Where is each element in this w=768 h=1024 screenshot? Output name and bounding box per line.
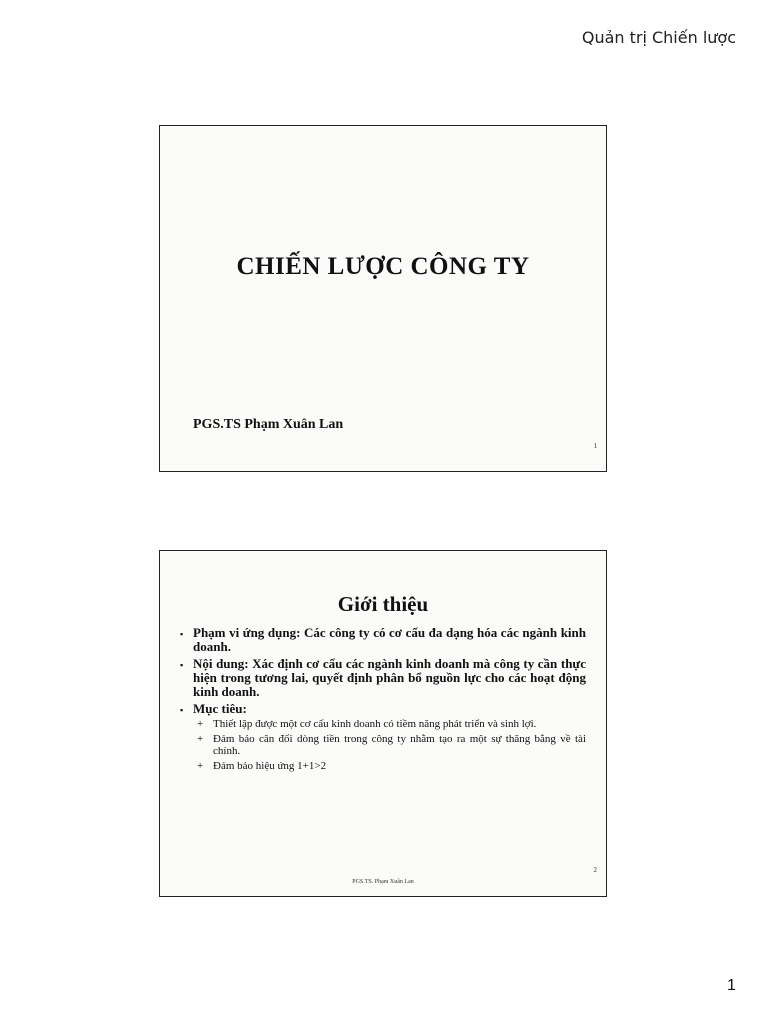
slide-2-number: 2 <box>593 866 597 874</box>
sub-item <box>197 760 586 772</box>
sub-item <box>197 718 586 730</box>
slide-2 <box>159 550 607 897</box>
plus-bullet-icon: + <box>197 718 204 730</box>
sub-item-text: Thiết lập được một cơ cấu kinh doanh có tiềm năng phát triển và sinh lợi. <box>213 718 537 730</box>
plus-bullet-icon: + <box>197 760 204 772</box>
slide-1-title: CHIẾN LƯỢC CÔNG TY <box>236 253 530 280</box>
slide-2-title: Giới thiệu <box>337 592 429 616</box>
square-bullet-icon: ▪ <box>180 629 184 639</box>
slide-1-number: 1 <box>593 442 597 450</box>
bullet-text: Mục tiêu: <box>193 701 247 716</box>
slide-1 <box>159 125 607 472</box>
bullet-item-objectives <box>180 702 586 772</box>
bullet-item-content <box>180 657 586 699</box>
bullet-text: Nội dung: Xác định cơ cấu các ngành kinh doanh mà công ty cần thực hiện trong tương lai, quyết định phân bổ nguồn lực cho các hoạt động kinh doanh. <box>193 656 586 699</box>
bullet-text: Phạm vi ứng dụng: Các công ty có cơ cấu đa dạng hóa các ngành kinh doanh. <box>193 625 586 654</box>
square-bullet-icon: ▪ <box>180 705 184 715</box>
slide-1-author: PGS.TS Phạm Xuân Lan <box>193 417 344 432</box>
plus-bullet-icon: + <box>197 733 204 745</box>
sub-item-text: Đảm bảo cân đối dòng tiền trong công ty nhằm tạo ra một sự thăng bằng về tài chính. <box>213 733 586 757</box>
slide-2-footer: PGS.TS. Phạm Xuân Lan <box>352 879 414 885</box>
square-bullet-icon: ▪ <box>180 660 184 670</box>
document-header-title: Quản trị Chiến lược <box>581 28 736 47</box>
bullet-item-scope <box>180 626 586 654</box>
slide-2-bullet-list <box>180 626 586 775</box>
sub-item-text: Đảm bảo hiệu ứng 1+1>2 <box>213 760 327 772</box>
objectives-sub-list <box>193 718 586 772</box>
sub-item <box>197 733 586 757</box>
page-number: 1 <box>727 977 736 994</box>
